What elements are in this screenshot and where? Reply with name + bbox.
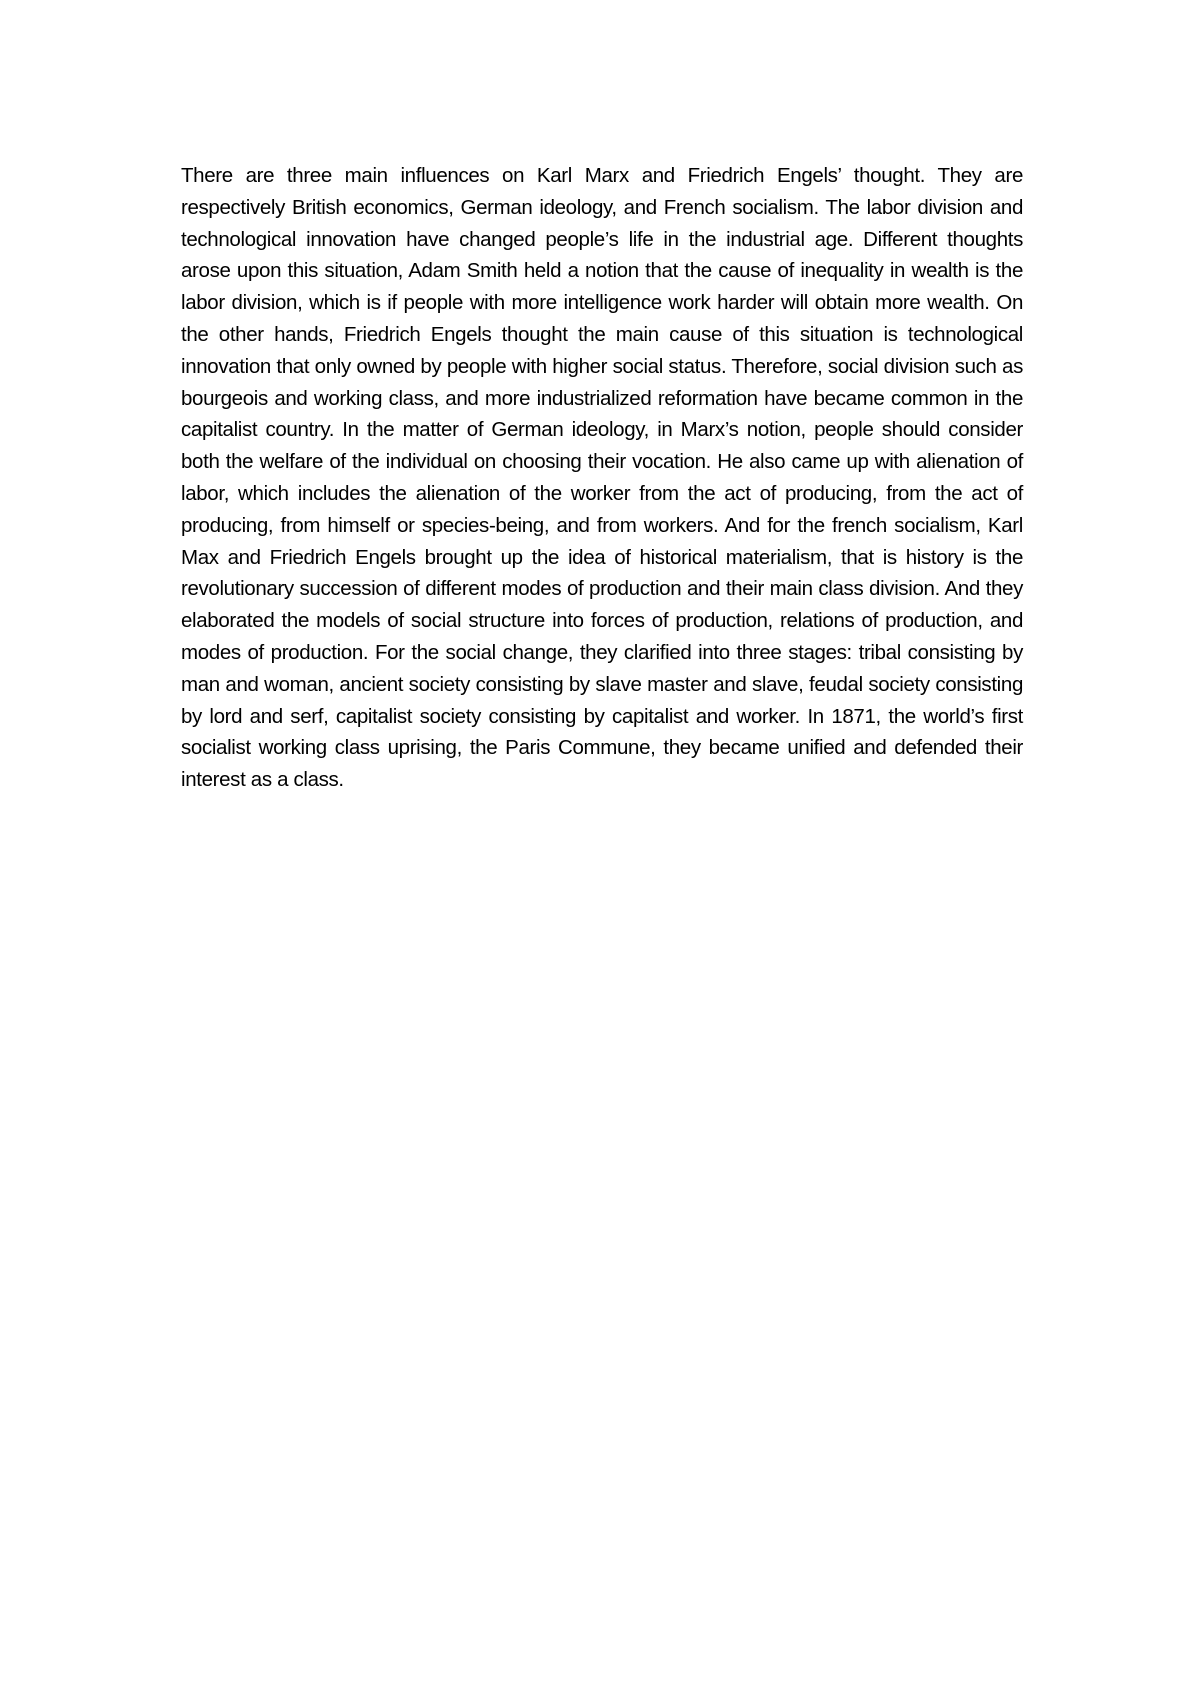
body-paragraph: There are three main influences on Karl Marx and Friedrich Engels’ thought. They are respectively British economics, German ideology, and French socialism. The labor division and technological innovation have changed people’s life in the industrial age. Different thoughts arose upon this situation, Adam Smith held a notion that the cause of inequality in wealth is the labor division, which is if people with more intelligence work harder will obtain more wealth. On the other hands, Friedrich Engels thought the main cause of this situation is technological innovation that only owned by people with higher social status. Therefore, social division such as bourgeois and working class, and more industrialized reformation have became common in the capitalist country. In the matter of German ideology, in Marx’s notion, people should consider both the welfare of the individual on choosing their vocation. He also came up with alienation of labor, which includes the alienation of the worker from the act of producing, from the act of producing, from himself or species-being, and from workers. And for the french socialism, Karl Max and Friedrich Engels brought up the idea of historical materialism, that is history is the revolutionary succession of different modes of production and their main class division. And they elaborated the models of social structure into forces of production, relations of production, and modes of production. For the social change, they clarified into three stages: tribal consisting by man and woman, ancient society consisting by slave master and slave, feudal society consisting by lord and serf, capitalist society consisting by capitalist and worker. In 1871, the world’s first socialist working class uprising, the Paris Commune, they became unified and defended their interest as a class.	[181, 164, 1023, 792]
